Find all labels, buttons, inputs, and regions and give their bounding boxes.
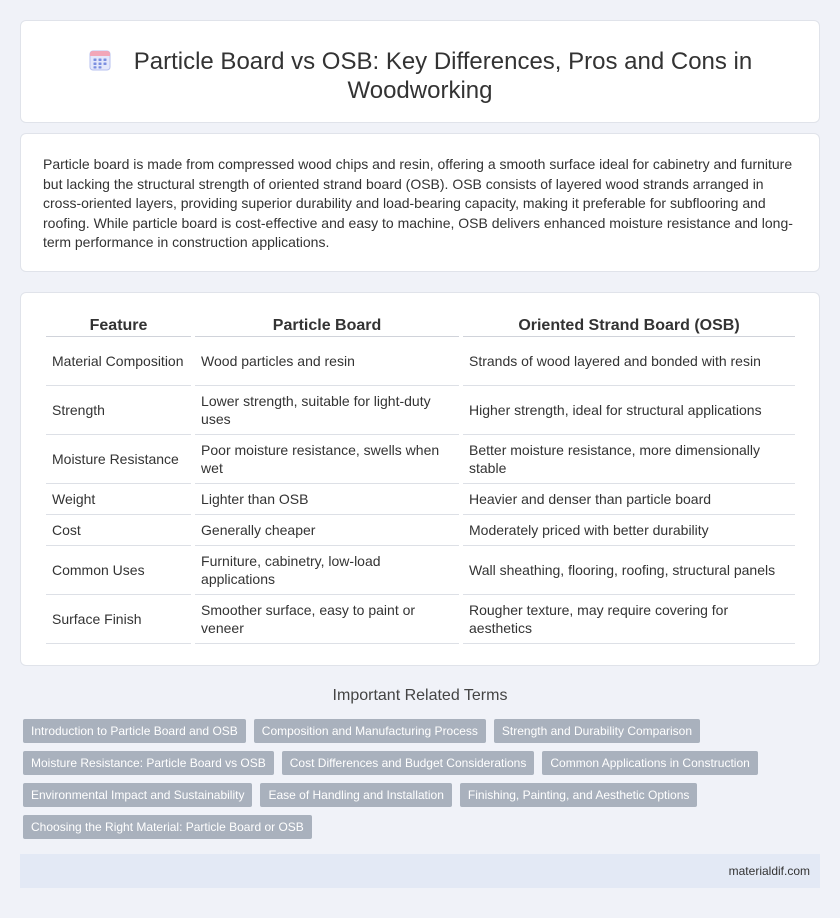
related-term-tag[interactable]: Composition and Manufacturing Process (254, 719, 486, 743)
title-wrap (21, 47, 819, 105)
comparison-card (20, 292, 820, 666)
table-cell-particle-board: Smoother surface, easy to paint or veneer (195, 595, 459, 644)
related-term-tag[interactable]: Environmental Impact and Sustainability (23, 783, 252, 807)
table-row (46, 595, 795, 644)
intro-card (20, 133, 820, 272)
table-cell-feature: Cost (46, 515, 191, 546)
header-particle-board: Particle Board (195, 315, 459, 337)
table-cell-particle-board: Generally cheaper (195, 515, 459, 546)
table-cell-osb: Heavier and denser than particle board (463, 484, 795, 515)
table-header-row (46, 315, 795, 337)
header-card (20, 20, 820, 123)
table-cell-osb: Rougher texture, may require covering for aesthetics (463, 595, 795, 644)
table-cell-osb: Better moisture resistance, more dimensionally stable (463, 435, 795, 484)
table-row (46, 546, 795, 595)
footer (20, 854, 820, 888)
intro-paragraph: Particle board is made from compressed wood chips and resin, offering a smooth surface ideal for cabinetry and furniture but lacking the structural strength of oriented strand board (OSB). OSB consists of layered wood strands arranged in cross-oriented layers, providing superior durability and load-bearing capacity, making it preferable for subflooring and roofing. While particle board is cost-effective and easy to machine, OSB delivers enhanced moisture resistance and long-term performance in construction applications. (43, 156, 793, 250)
related-term-tag[interactable]: Common Applications in Construction (542, 751, 757, 775)
table-cell-particle-board: Furniture, cabinetry, low-load applications (195, 546, 459, 595)
related-term-tag[interactable]: Cost Differences and Budget Considerations (282, 751, 535, 775)
table-cell-feature: Surface Finish (46, 595, 191, 644)
related-term-tag[interactable]: Finishing, Painting, and Aesthetic Options (460, 783, 697, 807)
related-term-tag[interactable]: Moisture Resistance: Particle Board vs OSB (23, 751, 274, 775)
table-row (46, 515, 795, 546)
related-term-tag[interactable]: Choosing the Right Material: Particle Board or OSB (23, 815, 312, 839)
table-cell-osb: Moderately priced with better durability (463, 515, 795, 546)
related-terms-list (23, 719, 813, 847)
table-cell-feature: Strength (46, 386, 191, 435)
related-terms-heading: Important Related Terms (332, 687, 508, 704)
table-row (46, 435, 795, 484)
table-cell-osb: Higher strength, ideal for structural applications (463, 386, 795, 435)
table-cell-osb: Wall sheathing, flooring, roofing, structural panels (463, 546, 795, 595)
related-term-tag[interactable]: Strength and Durability Comparison (494, 719, 700, 743)
table-row (46, 337, 795, 386)
table-cell-feature: Material Composition (46, 337, 191, 386)
table-cell-particle-board: Poor moisture resistance, swells when wet (195, 435, 459, 484)
table-row (46, 386, 795, 435)
calendar-icon (88, 48, 112, 72)
table-cell-particle-board: Lower strength, suitable for light-duty uses (195, 386, 459, 435)
table-cell-feature: Moisture Resistance (46, 435, 191, 484)
table-cell-particle-board: Lighter than OSB (195, 484, 459, 515)
table-cell-osb: Strands of wood layered and bonded with resin (463, 337, 795, 386)
related-term-tag[interactable]: Ease of Handling and Installation (260, 783, 451, 807)
page-title (88, 48, 753, 104)
header-feature: Feature (46, 315, 191, 337)
table-cell-feature: Weight (46, 484, 191, 515)
table-row (46, 484, 795, 515)
header-osb: Oriented Strand Board (OSB) (463, 315, 795, 337)
related-term-tag[interactable]: Introduction to Particle Board and OSB (23, 719, 246, 743)
page-title-text: Particle Board vs OSB: Key Differences, Pros and Cons in Woodworking (133, 48, 753, 104)
comparison-table (42, 315, 799, 644)
table-cell-particle-board: Wood particles and resin (195, 337, 459, 386)
table-cell-feature: Common Uses (46, 546, 191, 595)
footer-site-link[interactable]: materialdif.com (728, 864, 810, 878)
